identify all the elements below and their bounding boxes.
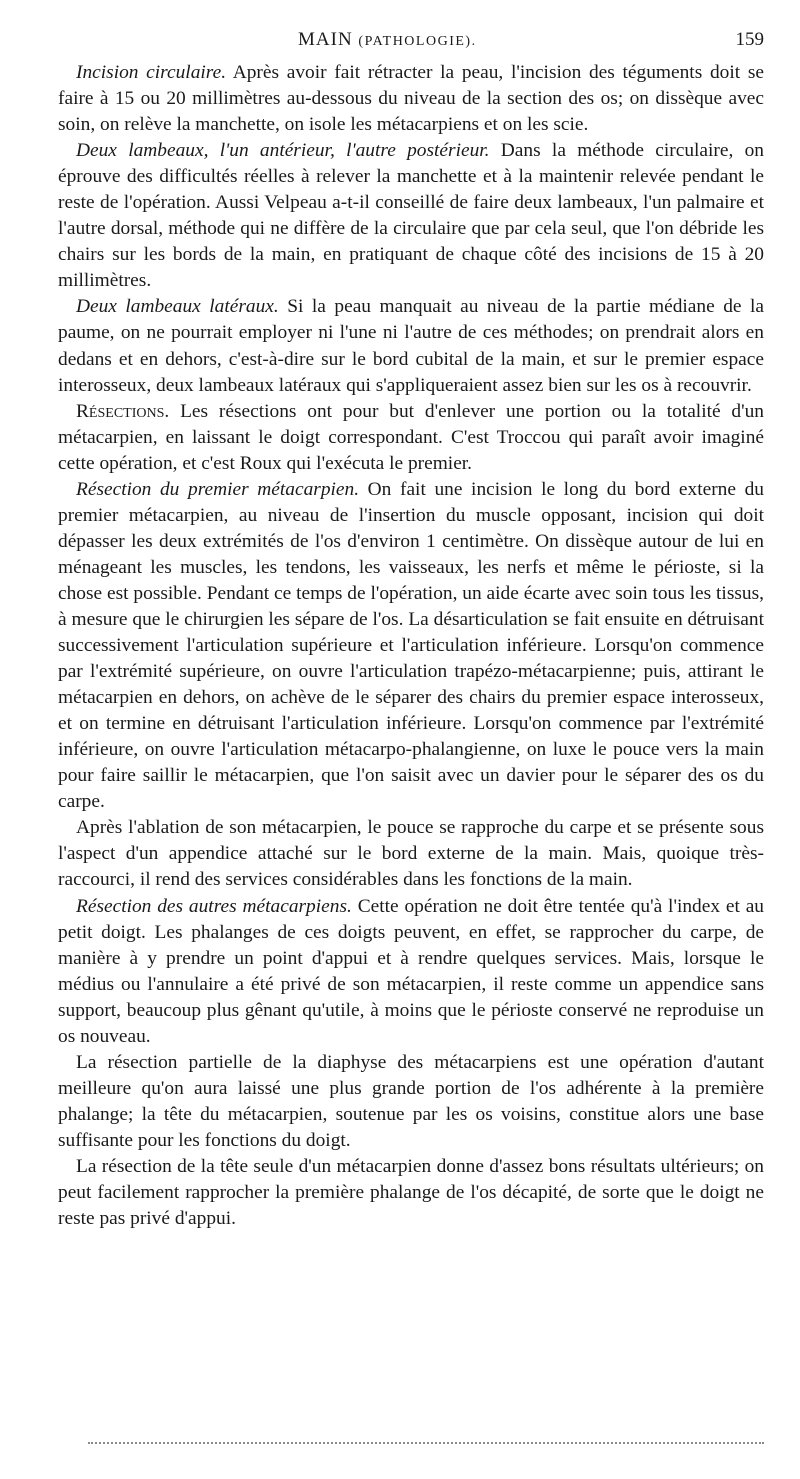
paragraph-ablation xyxy=(58,815,764,893)
section-heading: Résections. xyxy=(76,400,170,422)
running-title-subtitle: (PATHOLOGIE). xyxy=(358,34,477,49)
section-heading: Incision circulaire. xyxy=(76,62,227,83)
section-heading: Résection du premier métacarpien. xyxy=(76,478,360,500)
paragraph-text: Dans la méthode circulaire, on éprouve des difficultés réelles à relever la manchette et à la maintenir relevée pendant le reste de l'opération. Aussi Velpeau a-t-il conseillé de faire deux lambeaux, l'un palmaire et l'autre dorsal, méthode qui ne diffère de la circulaire que par cela seul, que l'on débride les chairs sur les bords de la main, en pratiquant de chaque côté des incisions de 15 à 20 millimètres. xyxy=(58,140,764,292)
running-title-main: MAIN xyxy=(298,29,353,50)
paragraph-text: Après l'ablation de son métacarpien, le pouce se rapproche du carpe et se présente sous l'aspect d'un appendice attaché sur le bord externe de la main. Mais, quoique très-raccourci, il rend des services considérables dans les fonctions de la main. xyxy=(58,817,764,891)
page-number: 159 xyxy=(735,29,764,50)
running-header xyxy=(58,29,764,55)
paragraph-text: La résection partielle de la diaphyse des métacarpiens est une opération d'autant meilleure qu'on aura laissé une plus grande portion de l'os adhérente à la première phalange; la tête du métacarpien, soutenue par les os voisins, constitue alors une base suffisante pour les fonctions du doigt. xyxy=(58,1051,764,1151)
paragraph-autres-metacarpiens xyxy=(58,894,764,1050)
paragraph-text: La résection de la tête seule d'un métacarpien donne d'assez bons résultats ultérieurs; on peut facilement rapprocher la première phalange de l'os décapité, de sorte que le doigt ne reste pas privé d'appui. xyxy=(58,1155,764,1230)
paragraph-incision-circulaire xyxy=(58,60,764,138)
paragraph-text: Si la peau manquait au niveau de la partie médiane de la paume, on ne pourrait employer ni l'une ni l'autre de ces méthodes; on prendrait alors en dedans et en dehors, c'est-à-dire sur le bord cubital de la main, et sur le premier espace interosseux, deux lambeaux latéraux qui s'appliqueraient assez bien sur les os à recouvrir. xyxy=(58,296,764,396)
paragraph-premier-metacarpien xyxy=(58,477,764,816)
section-heading: Résection des autres métacarpiens. xyxy=(76,895,352,917)
paragraph-resections xyxy=(58,399,764,477)
paragraph-resection-partielle xyxy=(58,1050,764,1154)
paragraph-text: Après avoir fait rétracter la peau, l'incision des téguments doit se faire à 15 ou 20 millimètres au-dessous du niveau de la section des os; on dissèque avec soin, on relève la manchette, on isole les métacarpiens et on les scie. xyxy=(58,62,764,136)
paragraph-text: Les résections ont pour but d'enlever une portion ou la totalité d'un métacarpien, en laissant le doigt correspondant. C'est Troccou qui paraît avoir imaginé cette opération, et c'est Roux qui l'exécuta le premier. xyxy=(58,400,764,474)
paragraph-deux-lambeaux xyxy=(58,138,764,294)
paragraph-text: Cette opération ne doit être tentée qu'à l'index et au petit doigt. Les phalanges de ces doigts peuvent, en effet, se rapprocher du carpe, de manière à y prendre un point d'appui et à rendre quelques services. Mais, lorsque le médius ou l'annulaire a été privé de son métacarpien, il reste comme un appendice sans support, beaucoup plus gênant qu'utile, à moins que le périoste conservé ne reproduise un os nouveau. xyxy=(58,895,765,1047)
bottom-bleed-through-line xyxy=(88,1442,764,1444)
paragraph-text: On fait une incision le long du bord externe du premier métacarpien, au niveau de l'insertion du muscle opposant, incision qui doit dépasser les deux extrémités de l'os d'environ 1 centimètre. On dissèque autour de lui en ménageant les muscles, les tendons, les vaisseaux, les nerfs et même le périoste, si la chose est possible. Pendant ce temps de l'opération, un aide écarte avec soin tous les tissus, à mesure que le chirurgien les sépare de l'os. La désarticulation se fait ensuite en détruisant successivement l'articulation supérieure et l'articulation inférieure. Lorsqu'on commence par l'extrémité supérieure, on ouvre l'articulation trapézo-métacarpienne; puis, attirant le métacarpien en dehors, on achève de le séparer des chairs du premier espace interosseux, et on termine en détruisant l'articulation inférieure. Lorsqu'on commence par l'extrémité inférieure, on ouvre l'articulation métacarpo-phalangienne, on luxe le pouce vers la main pour faire saillir le métacarpien, que l'on saisit avec un davier pour le séparer des os du carpe. xyxy=(58,478,764,813)
paragraph-resection-tete xyxy=(58,1154,764,1232)
body-text xyxy=(58,60,764,1232)
paragraph-lambeaux-lateraux xyxy=(58,294,764,398)
running-title xyxy=(298,29,477,51)
section-heading: Deux lambeaux, l'un antérieur, l'autre postérieur. xyxy=(76,140,490,162)
section-heading: Deux lambeaux latéraux. xyxy=(76,296,279,318)
